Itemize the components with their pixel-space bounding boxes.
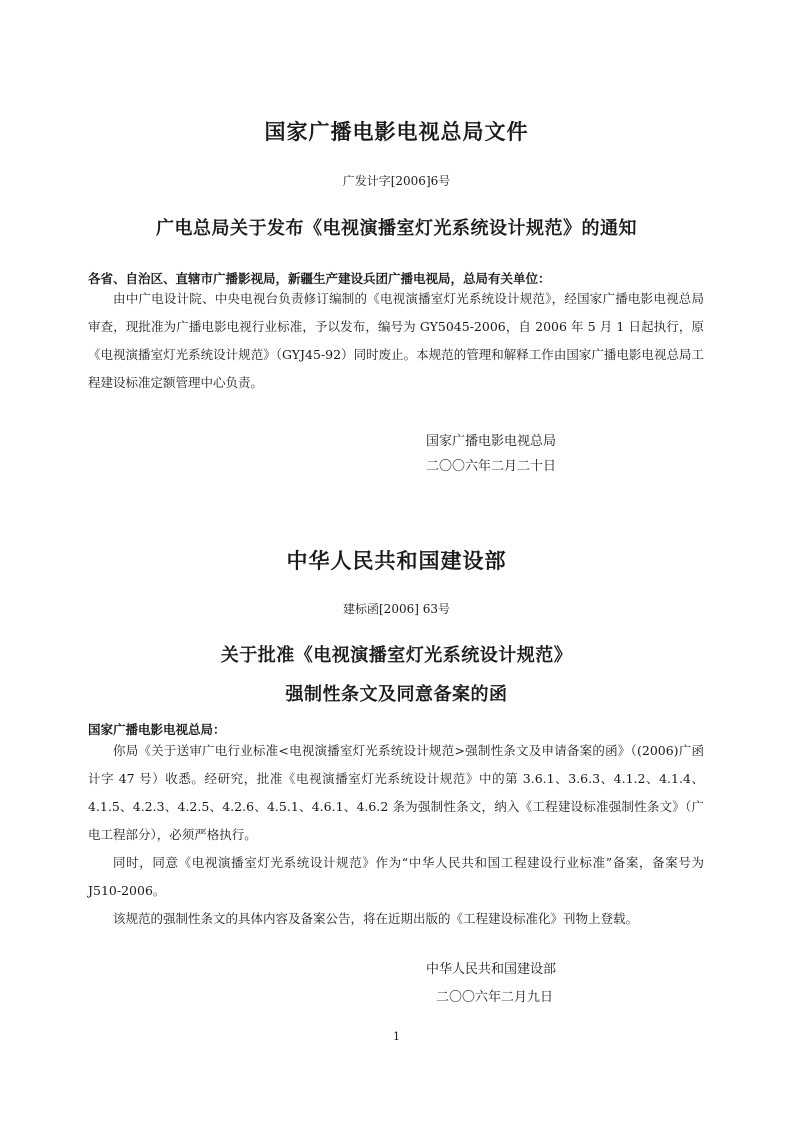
notice2-header-title: 中华人民共和国建设部 (286, 549, 507, 573)
notice2-title-line2: 强制性条文及同意备案的函 (285, 684, 508, 705)
notice1-addressee: 各省、自治区、直辖市广播影视局，新疆生产建设兵团广播电视局，总局有关单位： (88, 271, 551, 286)
notice1-title: 广电总局关于发布《电视演播室灯光系统设计规范》的通知 (156, 218, 637, 239)
notice1-body (88, 285, 704, 397)
notice1-signature-org: 国家广播电影电视总局 (426, 434, 557, 449)
notice1-doc-number: 广发计字[2006]6号 (342, 174, 451, 188)
notice2-paragraph-1: 你局《关于送审广电行业标准<电视演播室灯光系统设计规范>强制性条文及申请备案的函》（(2006)广函计字 47 号）收悉。经研究，批准《电视演播室灯光系统设计规范》中的第 3.6.1、3.6.3、4.1.2、4.1.4、4.1.5、4.2.3、4.2.5、4.2.6、4.5.1、4.6.1、4.6.2 条为强制性条文，纳入《工程建设标准强制性条文》（广电工程部分），必须严格执行。 (88, 743, 704, 842)
notice2-body (88, 737, 704, 933)
notice2-addressee: 国家广播电影电视总局： (88, 722, 226, 737)
notice1-header-title: 国家广播电影电视总局文件 (264, 120, 529, 144)
notice1-paragraph: 由中广电设计院、中央电视台负责修订编制的《电视演播室灯光系统设计规范》，经国家广播电影电视总局审查，现批准为广播电影电视行业标准，予以发布，编号为 GY5045-2006，自 2006 年 5 月 1 日起执行，原《电视演播室灯光系统设计规范》（GYJ45-92）同时废止。本规范的管理和解释工作由国家广播电影电视总局工程建设标准定额管理中心负责。 (88, 291, 704, 390)
page-number: 1 (393, 1030, 400, 1043)
notice2-signature-org: 中华人民共和国建设部 (426, 962, 557, 977)
notice2-paragraph-3: 该规范的强制性条文的具体内容及备案公告，将在近期出版的《工程建设标准化》刊物上登载。 (113, 911, 639, 926)
notice1-signature-date: 二〇〇六年二月二十日 (426, 459, 557, 474)
notice2-doc-number: 建标函[2006] 63号 (343, 602, 450, 616)
notice2-paragraph-2: 同时，同意《电视演播室灯光系统设计规范》作为“中华人民共和国工程建设行业标准”备案，备案号为 J510-2006。 (88, 855, 704, 898)
notice2-title-line1: 关于批准《电视演播室灯光系统设计规范》 (220, 645, 573, 666)
notice2-signature-date: 二〇〇六年二月九日 (436, 990, 554, 1005)
